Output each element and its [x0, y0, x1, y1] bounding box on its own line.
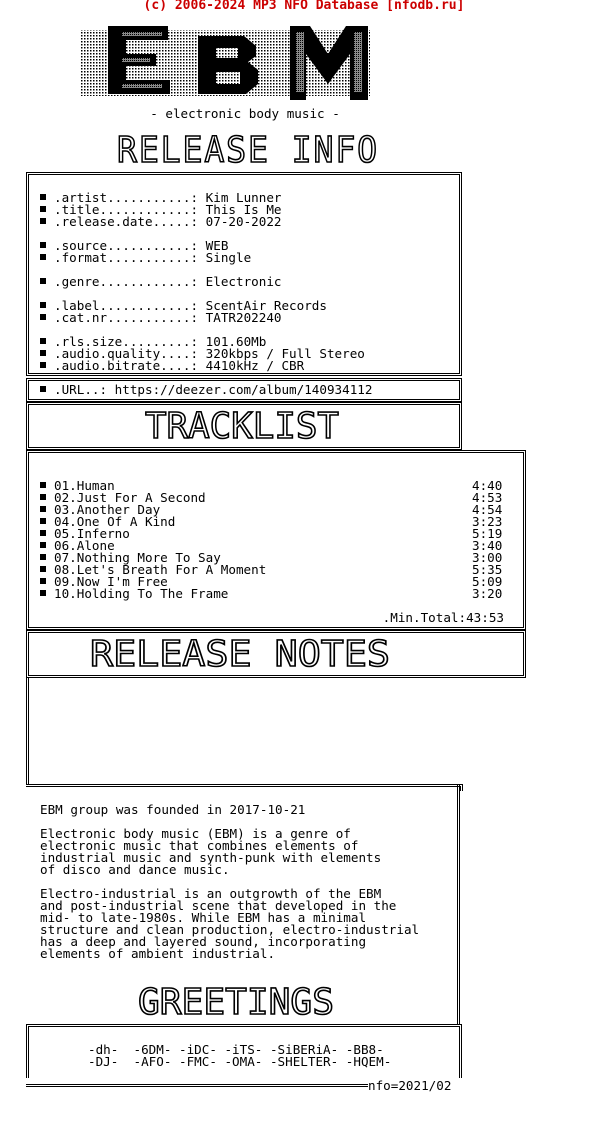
bullet-icon [40, 362, 46, 368]
url-row [40, 384, 372, 396]
album-url[interactable]: .URL..: https://deezer.com/album/140934112 [54, 382, 373, 397]
notes-frame-top [26, 784, 463, 791]
bullet-icon [40, 302, 46, 308]
bullet-icon [40, 254, 46, 260]
info-value: 320kbps / Full Stereo [205, 346, 365, 361]
info-key: .artist...........: [54, 190, 199, 205]
greetings-label: GREETINGS [138, 982, 334, 1023]
total-time: .Min.Total:43:53 [382, 610, 504, 625]
bullet-icon [40, 530, 46, 536]
bullet-icon [40, 218, 46, 224]
track-title: 07.Nothing More To Say [54, 550, 221, 565]
track-time: 3:23 [472, 514, 503, 529]
info-value: 07-20-2022 [205, 214, 282, 229]
info-key: .source...........: [54, 238, 199, 253]
info-value: Kim Lunner [205, 190, 282, 205]
info-value: This Is Me [205, 202, 282, 217]
bullet-icon [40, 590, 46, 596]
track-title: 01.Human [54, 478, 115, 493]
track-time: 4:54 [472, 502, 503, 517]
bullet-icon [40, 518, 46, 524]
track-title: 04.One Of A Kind [54, 514, 176, 529]
track-time: 4:40 [472, 478, 503, 493]
release-info-title [0, 130, 552, 171]
bullet-icon [40, 482, 46, 488]
track-time: 3:00 [472, 550, 503, 565]
track-title: 09.Now I'm Free [54, 574, 168, 589]
release-notes-label: RELEASE NOTES [90, 634, 390, 675]
greetings-title [0, 982, 540, 1023]
bullet-icon [40, 494, 46, 500]
bullet-icon [40, 554, 46, 560]
info-key: .label............: [54, 298, 199, 313]
bullet-icon [40, 242, 46, 248]
bullet-icon [40, 278, 46, 284]
info-row [40, 276, 281, 288]
notes-paragraph-1: EBM group was founded in 2017-10-21 [40, 802, 306, 817]
tracklist-label: TRACKLIST [145, 406, 339, 447]
track-title: 03.Another Day [54, 502, 161, 517]
info-row [40, 216, 281, 228]
info-key: .format...........: [54, 250, 199, 265]
bullet-icon [40, 566, 46, 572]
greets-line-1: -dh- -6DM- -iDC- -iTS- -SiBERiA- -BB8- [88, 1042, 384, 1057]
nfo-date: nfo=2021/02 [368, 1078, 452, 1093]
bullet-icon [40, 314, 46, 320]
info-value: WEB [205, 238, 229, 253]
info-key: .audio.quality....: [54, 346, 199, 361]
track-title: 08.Let's Breath For A Moment [54, 562, 267, 577]
info-key: .rls.size.........: [54, 334, 199, 349]
info-value: Single [205, 250, 252, 265]
ebm-logo [78, 20, 388, 100]
track-title: 05.Inferno [54, 526, 130, 541]
track-row [40, 588, 228, 600]
bullet-icon [40, 542, 46, 548]
greets-line-2: -DJ- -AFO- -FMC- -OMA- -SHELTER- -HQEM- [88, 1054, 392, 1069]
track-time: 5:19 [472, 526, 503, 541]
info-key: .genre............: [54, 274, 199, 289]
notes-paragraph-2: Electronic body music (EBM) is a genre of electronic music that combines elements of industrial music and synth-punk with elements of disco and dance music. [40, 826, 382, 877]
bullet-icon [40, 194, 46, 200]
bullet-icon [40, 350, 46, 356]
bullet-icon [40, 338, 46, 344]
notes-paragraph-3: Electro-industrial is an outgrowth of the EBM and post-industrial scene that developed in the mid- to late-1980s. While EBM has a minimal structure and clean production, electro-industrial has a deep and layered sound, incorporating elements of ambient industrial. [40, 886, 420, 961]
info-key: .cat.nr...........: [54, 310, 199, 325]
info-row [40, 360, 304, 372]
track-time: 3:20 [472, 586, 503, 601]
track-time: 5:35 [472, 562, 503, 577]
info-value: TATR202240 [205, 310, 282, 325]
info-row [40, 252, 251, 264]
track-time: 5:09 [472, 574, 503, 589]
ebm-logo-graphic [78, 20, 388, 100]
track-time: 3:40 [472, 538, 503, 553]
tracklist-title [0, 406, 546, 447]
info-value: Electronic [205, 274, 282, 289]
info-key: .audio.bitrate....: [54, 358, 199, 373]
info-row [40, 312, 281, 324]
info-value: ScentAir Records [205, 298, 327, 313]
notes-frame-left [26, 678, 32, 784]
track-title: 02.Just For A Second [54, 490, 206, 505]
release-info-label: RELEASE INFO [117, 130, 379, 171]
info-value: 4410kHz / CBR [205, 358, 305, 373]
info-key: .release.date.....: [54, 214, 199, 229]
info-key: .title............: [54, 202, 199, 217]
bullet-icon [40, 506, 46, 512]
copyright-header: (c) 2006-2024 MP3 NFO Database [nfodb.ru] [143, 0, 465, 13]
footer-rule [26, 1084, 368, 1087]
track-title: 06.Alone [54, 538, 115, 553]
bullet-icon [40, 386, 46, 392]
release-notes-title [0, 634, 544, 675]
bullet-icon [40, 578, 46, 584]
logo-subtitle: - electronic body music - [150, 106, 340, 121]
bullet-icon [40, 206, 46, 212]
info-value: 101.60Mb [205, 334, 267, 349]
track-title: 10.Holding To The Frame [54, 586, 229, 601]
track-time: 4:53 [472, 490, 503, 505]
